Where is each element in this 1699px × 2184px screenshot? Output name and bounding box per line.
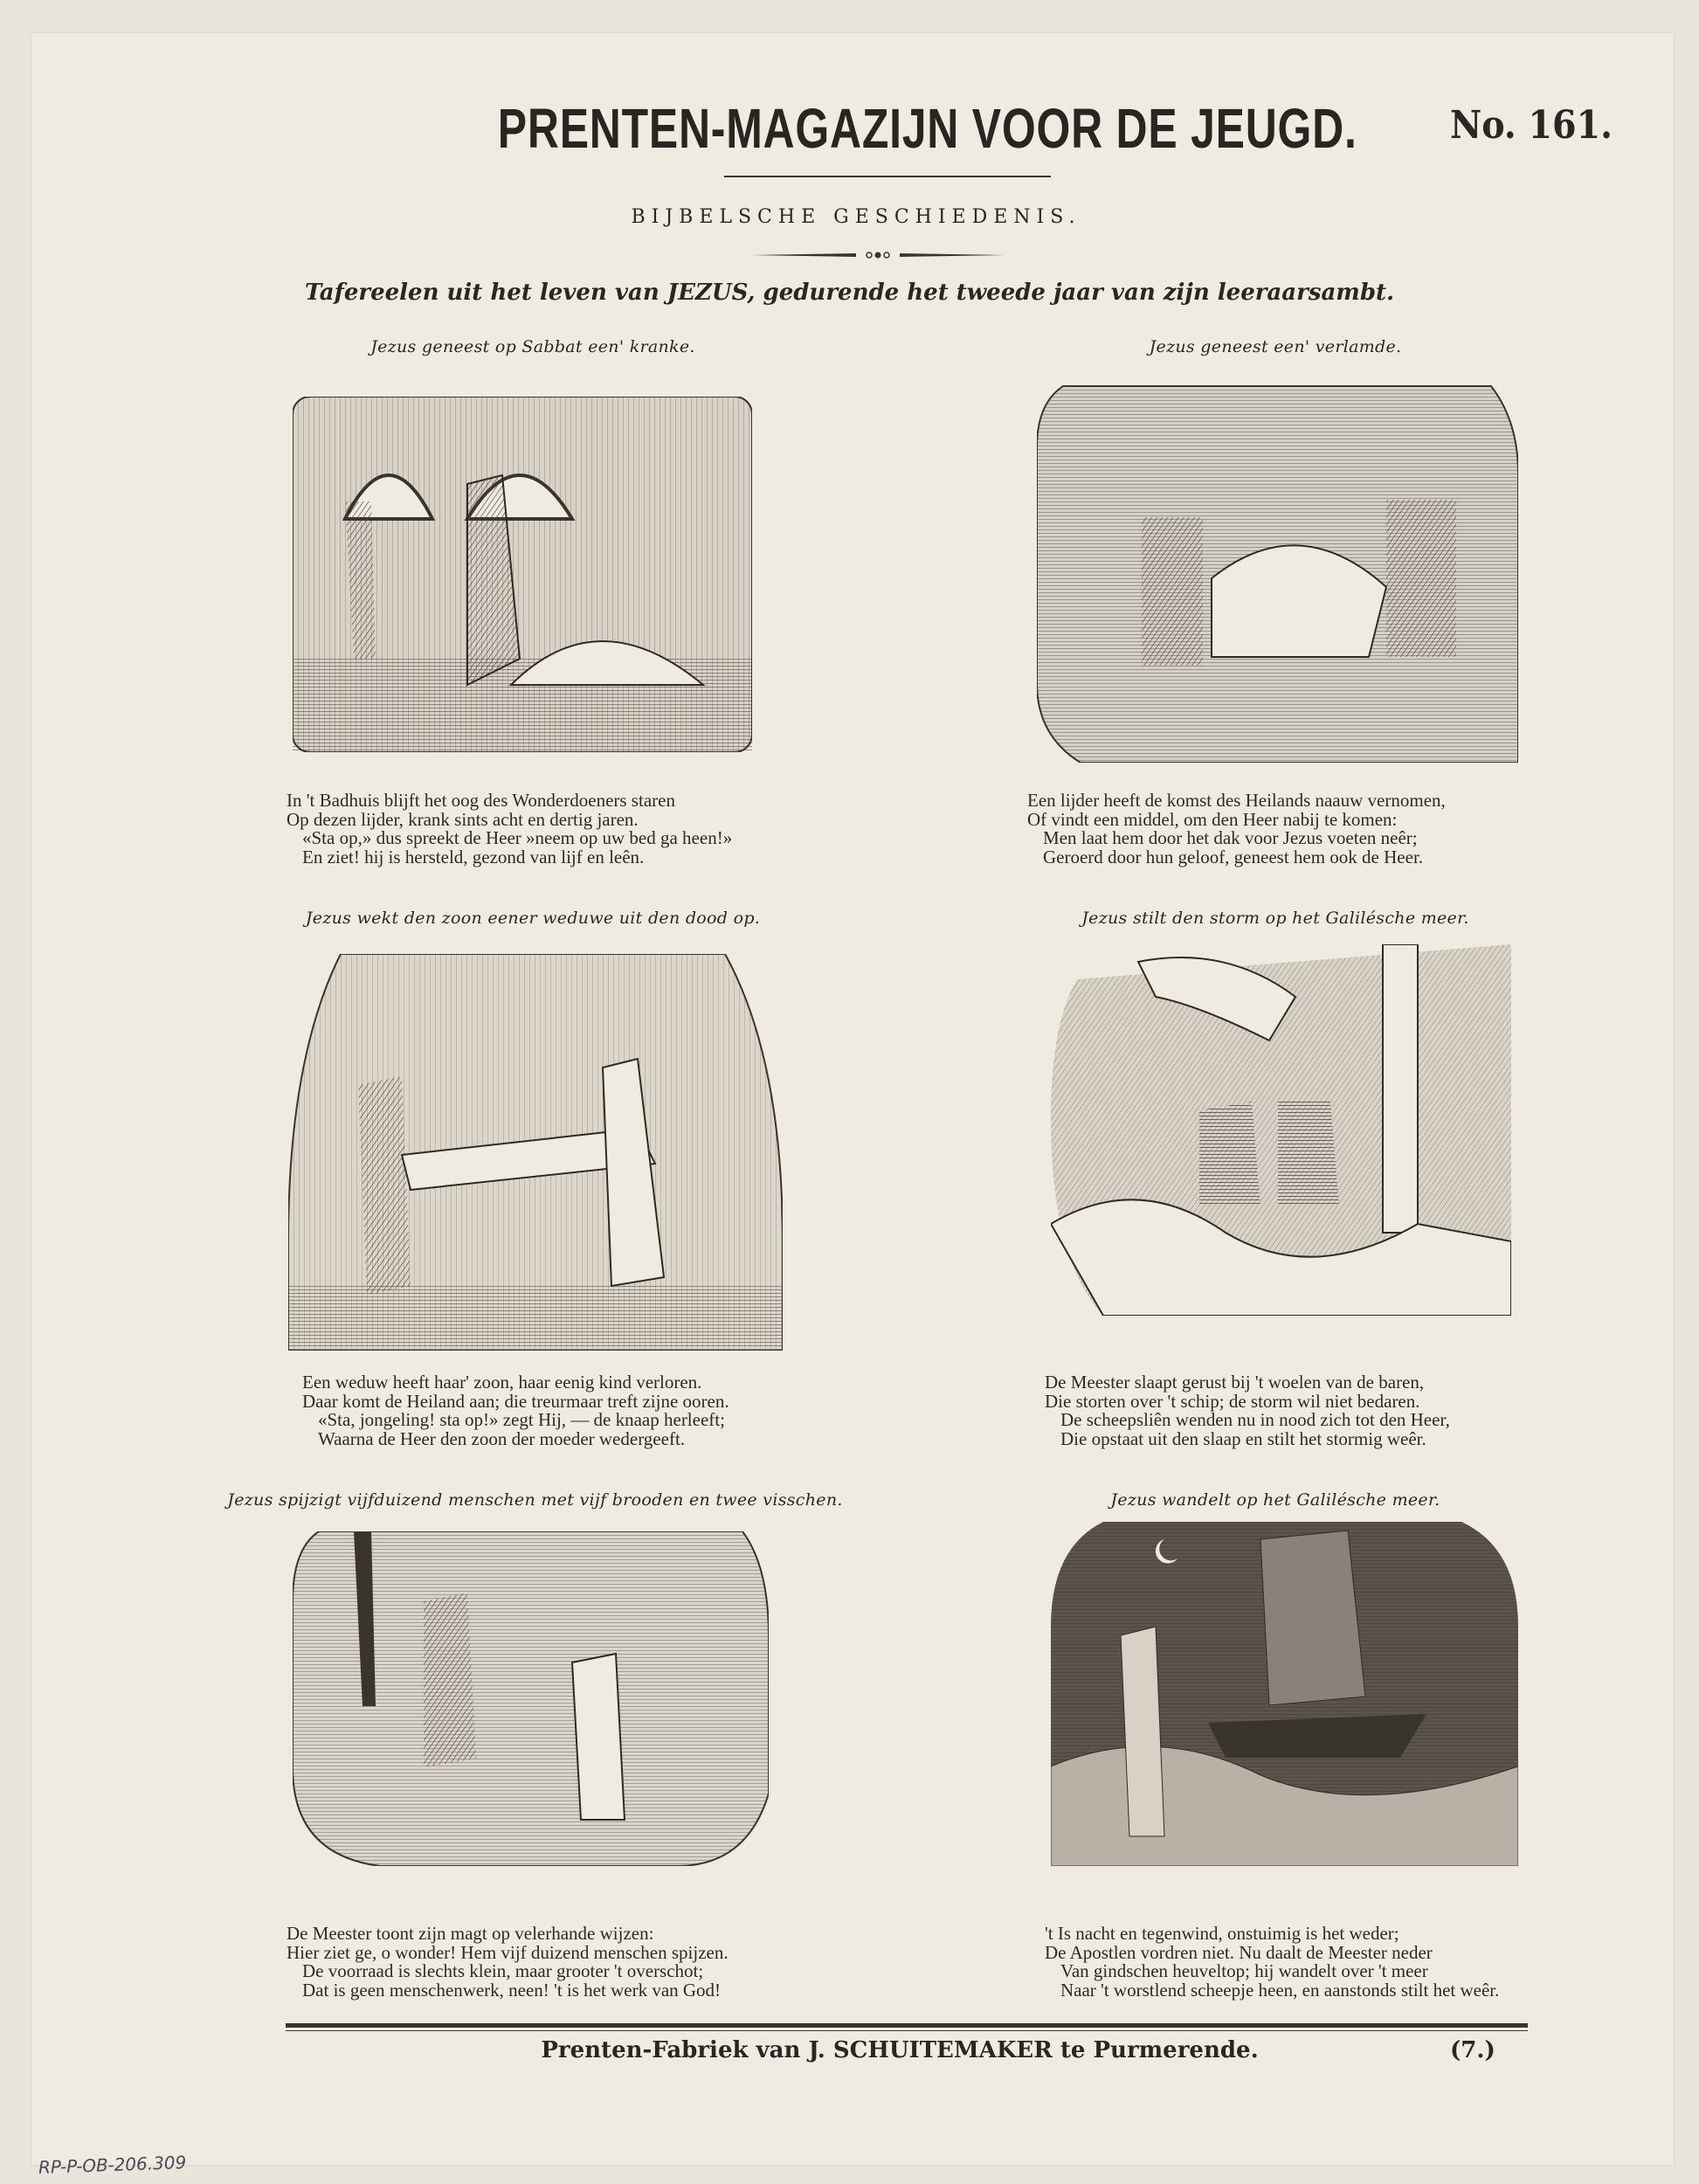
scene-verse: De Meester slaapt gerust bij 't woelen van de baren, Die storten over 't schip; de storm wil niet bedaren. De scheepsliên wenden nu in nood zich tot den Heer, Die opstaat uit den slaap en stilt het stormig weêr. <box>1045 1372 1450 1449</box>
scene-caption: Jezus geneest een' verlamde. <box>1149 337 1402 356</box>
engraving-healing-sabbath <box>293 397 752 752</box>
inventory-mark: RP-P-OB-206.309 <box>38 2152 187 2178</box>
engraving-healing-paralytic <box>1037 369 1518 763</box>
scene-caption: Jezus stilt den storm op het Galilésche meer. <box>1081 909 1469 928</box>
sheet-number: (7.) <box>1450 2037 1495 2063</box>
issue-number: No. 161. <box>1450 103 1613 148</box>
scene-caption: Jezus geneest op Sabbat een' kranke. <box>370 337 695 356</box>
scene-caption: Jezus wekt den zoon eener weduwe uit den dood op. <box>305 909 761 928</box>
page-title: PRENTEN-MAGAZIJN VOOR DE JEUGD. <box>497 97 1357 160</box>
scene-verse: In 't Badhuis blijft het oog des Wonderdoeners staren Op dezen lijder, krank sints acht en dertig jaren. «Sta op,» dus spreekt de Heer »neem op uw bed ga heen!» En ziet! hij is hersteld, gezond van lijf en leên. <box>287 790 733 867</box>
scene-verse: 't Is nacht en tegenwind, onstuimig is het weder; De Apostlen vordren niet. Nu daalt de Meester neder Van gindschen heuveltop; hij wandelt over 't meer Naar 't worstlend scheepje heen, en aanstonds stilt het weêr. <box>1045 1923 1500 2001</box>
footer-rule-thick <box>286 2023 1528 2028</box>
subtitle: Tafereelen uit het leven van JEZUS, gedurende het tweede jaar van zijn leeraarsambt. <box>304 280 1395 306</box>
scene-verse: Een lijder heeft de komst des Heilands naauw vernomen, Of vindt een middel, om den Heer nabij te komen: Men laat hem door het dak voor Jezus voeten neêr; Geroerd door hun geloof, geneest hem ook de Heer. <box>1027 790 1446 867</box>
engraving-walking-on-water <box>1051 1522 1518 1866</box>
scene-caption: Jezus wandelt op het Galilésche meer. <box>1110 1490 1440 1510</box>
scene-verse: De Meester toont zijn magt op velerhande wijzen: Hier ziet ge, o wonder! Hem vijf duizend menschen spijzen. De voorraad is slechts klein, maar grooter 't overschot; Dat is geen menschenwerk, neen! 't is het werk van God! <box>287 1923 729 2001</box>
scene-caption: Jezus spijzigt vijfduizend menschen met vijf brooden en twee visschen. <box>227 1490 843 1510</box>
footer-rule-thin <box>286 2030 1528 2031</box>
engraving-widows-son <box>288 954 783 1351</box>
scene-verse: Een weduw heeft haar' zoon, haar eenig kind verloren. Daar komt de Heiland aan; die treurmaar treft zijne ooren. «Sta, jongeling! sta op!» zegt Hij, — de knaap herleeft; Waarna de Heer den zoon der moeder wedergeeft. <box>302 1372 729 1449</box>
engraving-feeding-five-thousand <box>293 1531 769 1866</box>
title-rule <box>724 176 1051 177</box>
section-heading: BIJBELSCHE GESCHIEDENIS. <box>631 206 1081 228</box>
publisher-imprint: Prenten-Fabriek van J. SCHUITEMAKER te Purmerende. <box>541 2037 1259 2063</box>
engraving-calming-storm <box>1051 944 1511 1316</box>
ornament-divider <box>751 248 1005 262</box>
